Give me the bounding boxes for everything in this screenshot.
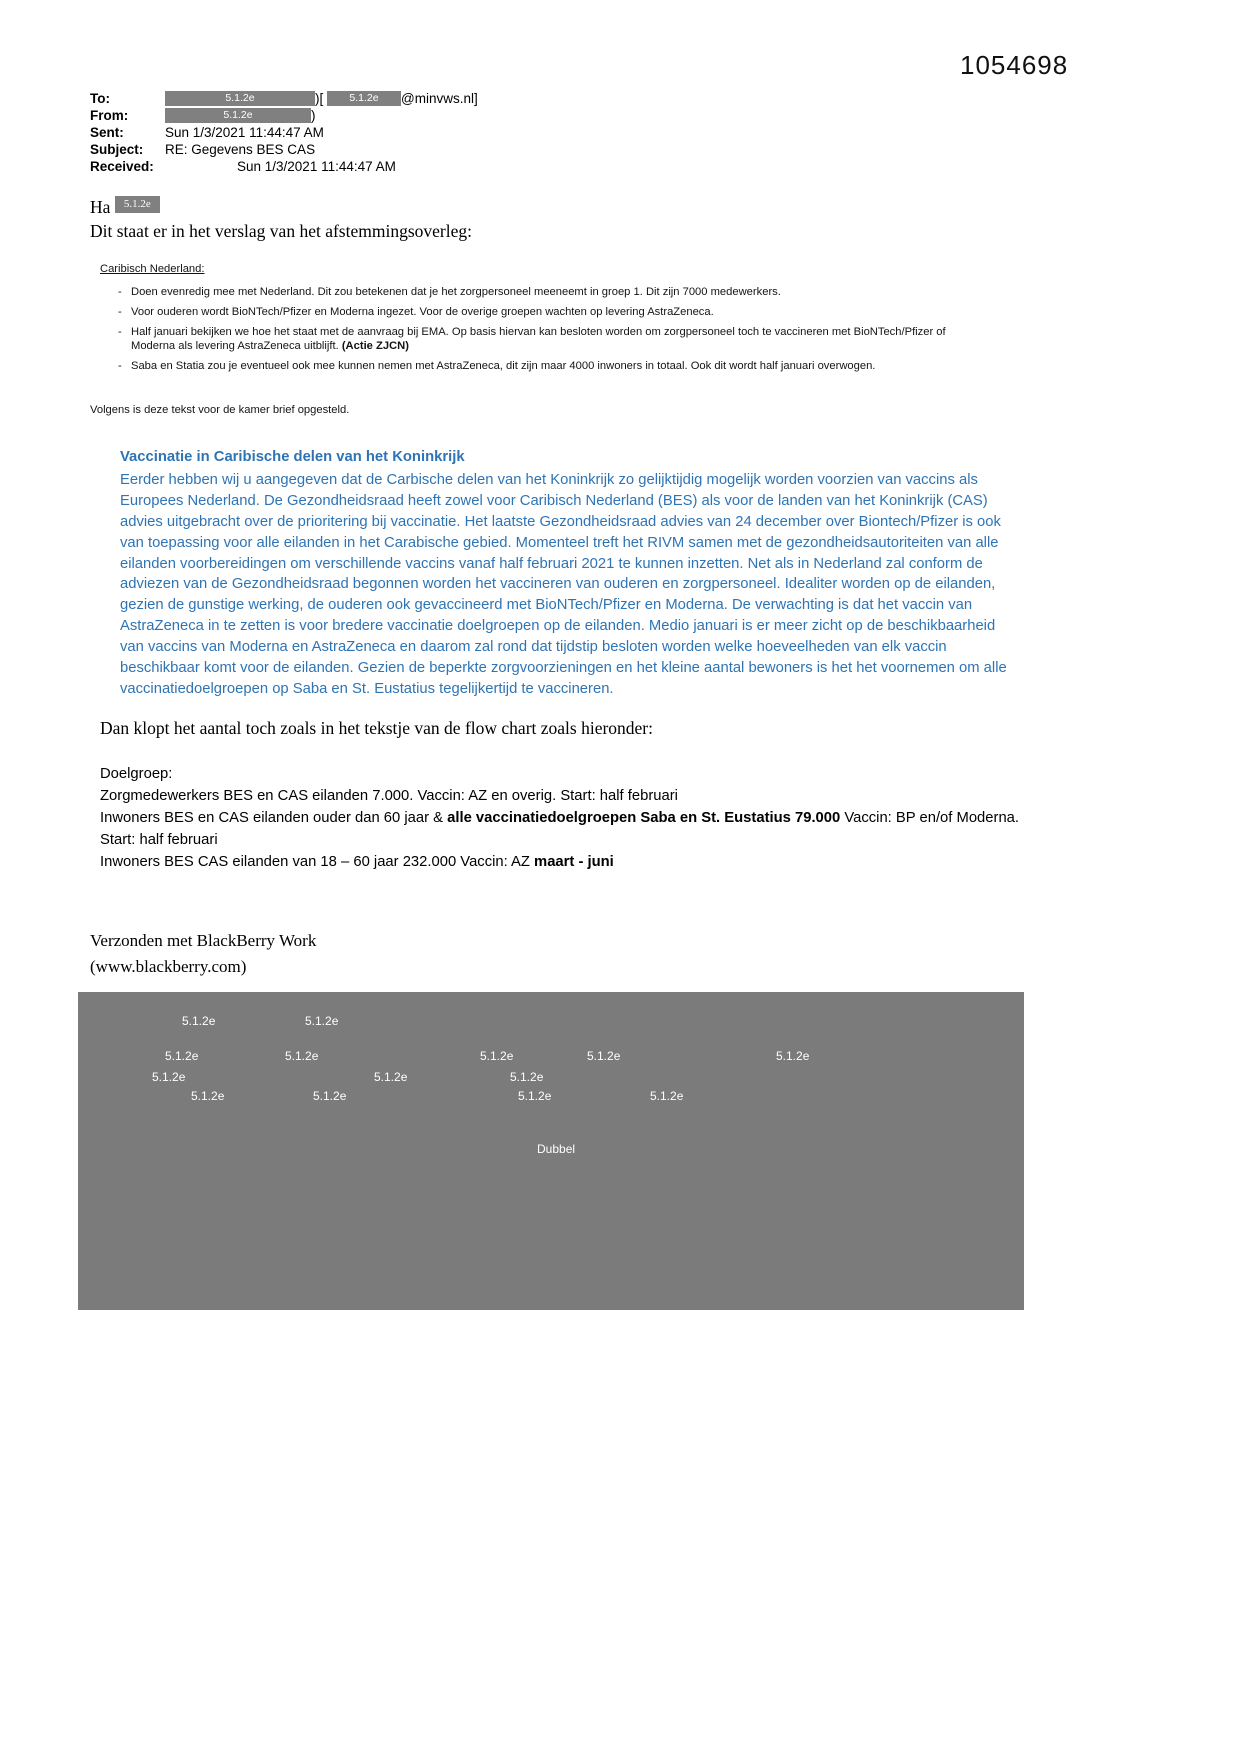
doelgroep-line3-prefix: Inwoners BES CAS eilanden van 18 – 60 jaar 232.000 Vaccin: AZ <box>100 854 535 870</box>
doelgroep-line3-bold: maart - juni <box>534 854 614 870</box>
redaction-box: 5.1.2e <box>165 91 315 106</box>
bullet-text: Voor ouderen wordt BioNTech/Pfizer en Moderna ingezet. Voor de overige groepen wachten op levering AstraZeneca. <box>131 306 714 318</box>
redaction-code: 5.1.2e <box>305 1014 339 1028</box>
from-close-text: ) <box>311 108 316 123</box>
doelgroep-line-2 <box>100 807 1055 851</box>
redaction-code: 5.1.2e <box>152 1070 186 1084</box>
meeting-notes <box>100 262 980 379</box>
notes-footnote: Volgens is deze tekst voor de kamer brief opgesteld. <box>90 404 350 416</box>
to-domain-text: @minvws.nl] <box>401 91 478 106</box>
bullet-text-bold: (Actie ZJCN) <box>341 340 409 352</box>
redaction-code: 5.1.2e <box>776 1049 810 1063</box>
doelgroep-title: Doelgroep: <box>100 766 173 782</box>
kamerbrief-heading: Vaccinatie in Caribische delen van het Koninkrijk <box>120 449 465 465</box>
header-to-row <box>90 90 478 107</box>
header-from-row <box>90 107 478 124</box>
redaction-code: 5.1.2e <box>313 1089 347 1103</box>
salutation-text: Ha <box>90 197 111 217</box>
bullet-text <box>131 325 980 353</box>
notes-heading: Caribisch Nederland: <box>100 263 205 275</box>
doelgroep-line2-suffix: Vaccin: BP en/of Moderna. Start: half februari <box>100 810 1020 848</box>
bullet-dash: - <box>118 360 122 372</box>
kamerbrief-section <box>120 447 1017 700</box>
doelgroep-line-3 <box>100 851 1055 873</box>
intro-line: Dit staat er in het verslag van het afstemmingsoverleg: <box>90 221 472 241</box>
redaction-code: 5.1.2e <box>374 1070 408 1084</box>
bullet-text: Doen evenredig mee met Nederland. Dit zou betekenen dat je het zorgpersoneel meeneemt in groep 1. Dit zijn 7000 medewerkers. <box>131 286 781 298</box>
redaction-code: 5.1.2e <box>587 1049 621 1063</box>
list-item <box>100 285 980 299</box>
kamerbrief-body: Eerder hebben wij u aangegeven dat de Carbische delen van het Koninkrijk zo gelijktijdig mogelijk worden voorzien van vaccins als Europees Nederland. De Gezondheidsraad heeft zowel voor Caribisch Nederland (BES) als voor de landen van het Koninkrijk (CAS) advies uitgebracht over de prioritering bij vaccinatie. Het laatste Gezondheidsraad advies van 24 december over Biontech/Pfizer is ook van toepassing voor alle eilanden in het Carabische gebied. Momenteel treft het RIVM samen met de gezondheidsautoriteiten van alle eilanden voorbereidingen om verschillende vaccins vanaf half februari 2021 te kunnen inzetten. Net als in Nederland zal conform de adviezen van de Gezondheidsraad begonnen worden het vaccineren van ouderen en zorgpersoneel. Idealiter worden op de eilanden, gezien de gunstige werking, de ouderen ook gevaccineerd met BioNTech/Pfizer en Moderna. De verwachting is dat het vaccin van AstraZeneca in te zetten is voor bredere vaccinatie doelgroepen op de eilanden. Medio januari is er meer zicht op de beschikbaarheid van vaccins van Moderna en AstraZeneca en daarom zal rond dat tijdstip besloten worden welke hoeveelheden van elk vaccin beschikbaar komt voor de eilanden. Gezien de beperkte zorgvoorzieningen en het kleine aantal bewoners is het het voornemen om alle vaccinatiedoelgroepen op Saba en St. Eustatius tegelijkertijd te vaccineren. <box>120 471 1007 697</box>
redaction-code: 5.1.2e <box>650 1089 684 1103</box>
bullet-dash: - <box>118 286 122 298</box>
doelgroep-section <box>100 763 1055 873</box>
signature-block <box>90 928 316 980</box>
signature-line-2: (www.blackberry.com) <box>90 957 247 976</box>
redaction-box: 5.1.2e <box>327 91 401 106</box>
received-label: Received: <box>90 159 154 174</box>
header-received-row <box>90 158 478 175</box>
header-subject-row <box>90 141 478 158</box>
to-bracket-text: )[ <box>315 91 324 106</box>
redaction-code: 5.1.2e <box>480 1049 514 1063</box>
redaction-code: 5.1.2e <box>182 1014 216 1028</box>
list-item <box>100 325 980 353</box>
dubbel-label: Dubbel <box>537 1142 576 1156</box>
redacted-attachment-block <box>78 992 1024 1310</box>
bullet-text-normal: Half januari bekijken we hoe het staat met de aanvraag bij EMA. Op basis hiervan kan besloten worden om zorgpersoneel toch te vaccineren met BioNTech/Pfizer of Moderna als levering AstraZeneca uitblijft. <box>131 326 946 352</box>
sent-value: Sun 1/3/2021 11:44:47 AM <box>165 125 324 140</box>
bullet-dash: - <box>118 326 122 338</box>
email-header <box>90 90 478 175</box>
to-label: To: <box>90 91 110 106</box>
doelgroep-line2-bold: alle vaccinatiedoelgroepen Saba en St. Eustatius 79.000 <box>447 810 841 826</box>
redaction-code: 5.1.2e <box>510 1070 544 1084</box>
bullet-text: Saba en Statia zou je eventueel ook mee kunnen nemen met AstraZeneca, dit zijn maar 4000 inwoners in totaal. Ook dit wordt half januari overwogen. <box>131 360 876 372</box>
flowchart-note: Dan klopt het aantal toch zoals in het tekstje van de flow chart zoals hieronder: <box>100 718 654 738</box>
doelgroep-line2-prefix: Inwoners BES en CAS eilanden ouder dan 60 jaar & <box>100 810 448 826</box>
list-item <box>100 305 980 319</box>
to-value <box>165 90 478 107</box>
salutation-line <box>90 195 472 219</box>
header-sent-row <box>90 124 478 141</box>
redaction-code: 5.1.2e <box>191 1089 225 1103</box>
redaction-code: 5.1.2e <box>165 1049 199 1063</box>
from-value <box>165 107 316 124</box>
bullet-dash: - <box>118 306 122 318</box>
document-number: 1054698 <box>960 50 1069 80</box>
subject-label: Subject: <box>90 142 144 157</box>
redaction-code: 5.1.2e <box>285 1049 319 1063</box>
sent-label: Sent: <box>90 125 124 140</box>
doelgroep-line-1: Zorgmedewerkers BES en CAS eilanden 7.000. Vaccin: AZ en overig. Start: half februari <box>100 788 678 804</box>
greeting-block <box>90 195 472 243</box>
redaction-box: 5.1.2e <box>165 108 311 123</box>
received-value: Sun 1/3/2021 11:44:47 AM <box>237 159 396 174</box>
signature-line-1: Verzonden met BlackBerry Work <box>90 931 317 950</box>
list-item <box>100 359 980 373</box>
redaction-box: 5.1.2e <box>115 196 160 213</box>
from-label: From: <box>90 108 129 123</box>
subject-value: RE: Gegevens BES CAS <box>165 142 316 157</box>
redaction-code: 5.1.2e <box>518 1089 552 1103</box>
